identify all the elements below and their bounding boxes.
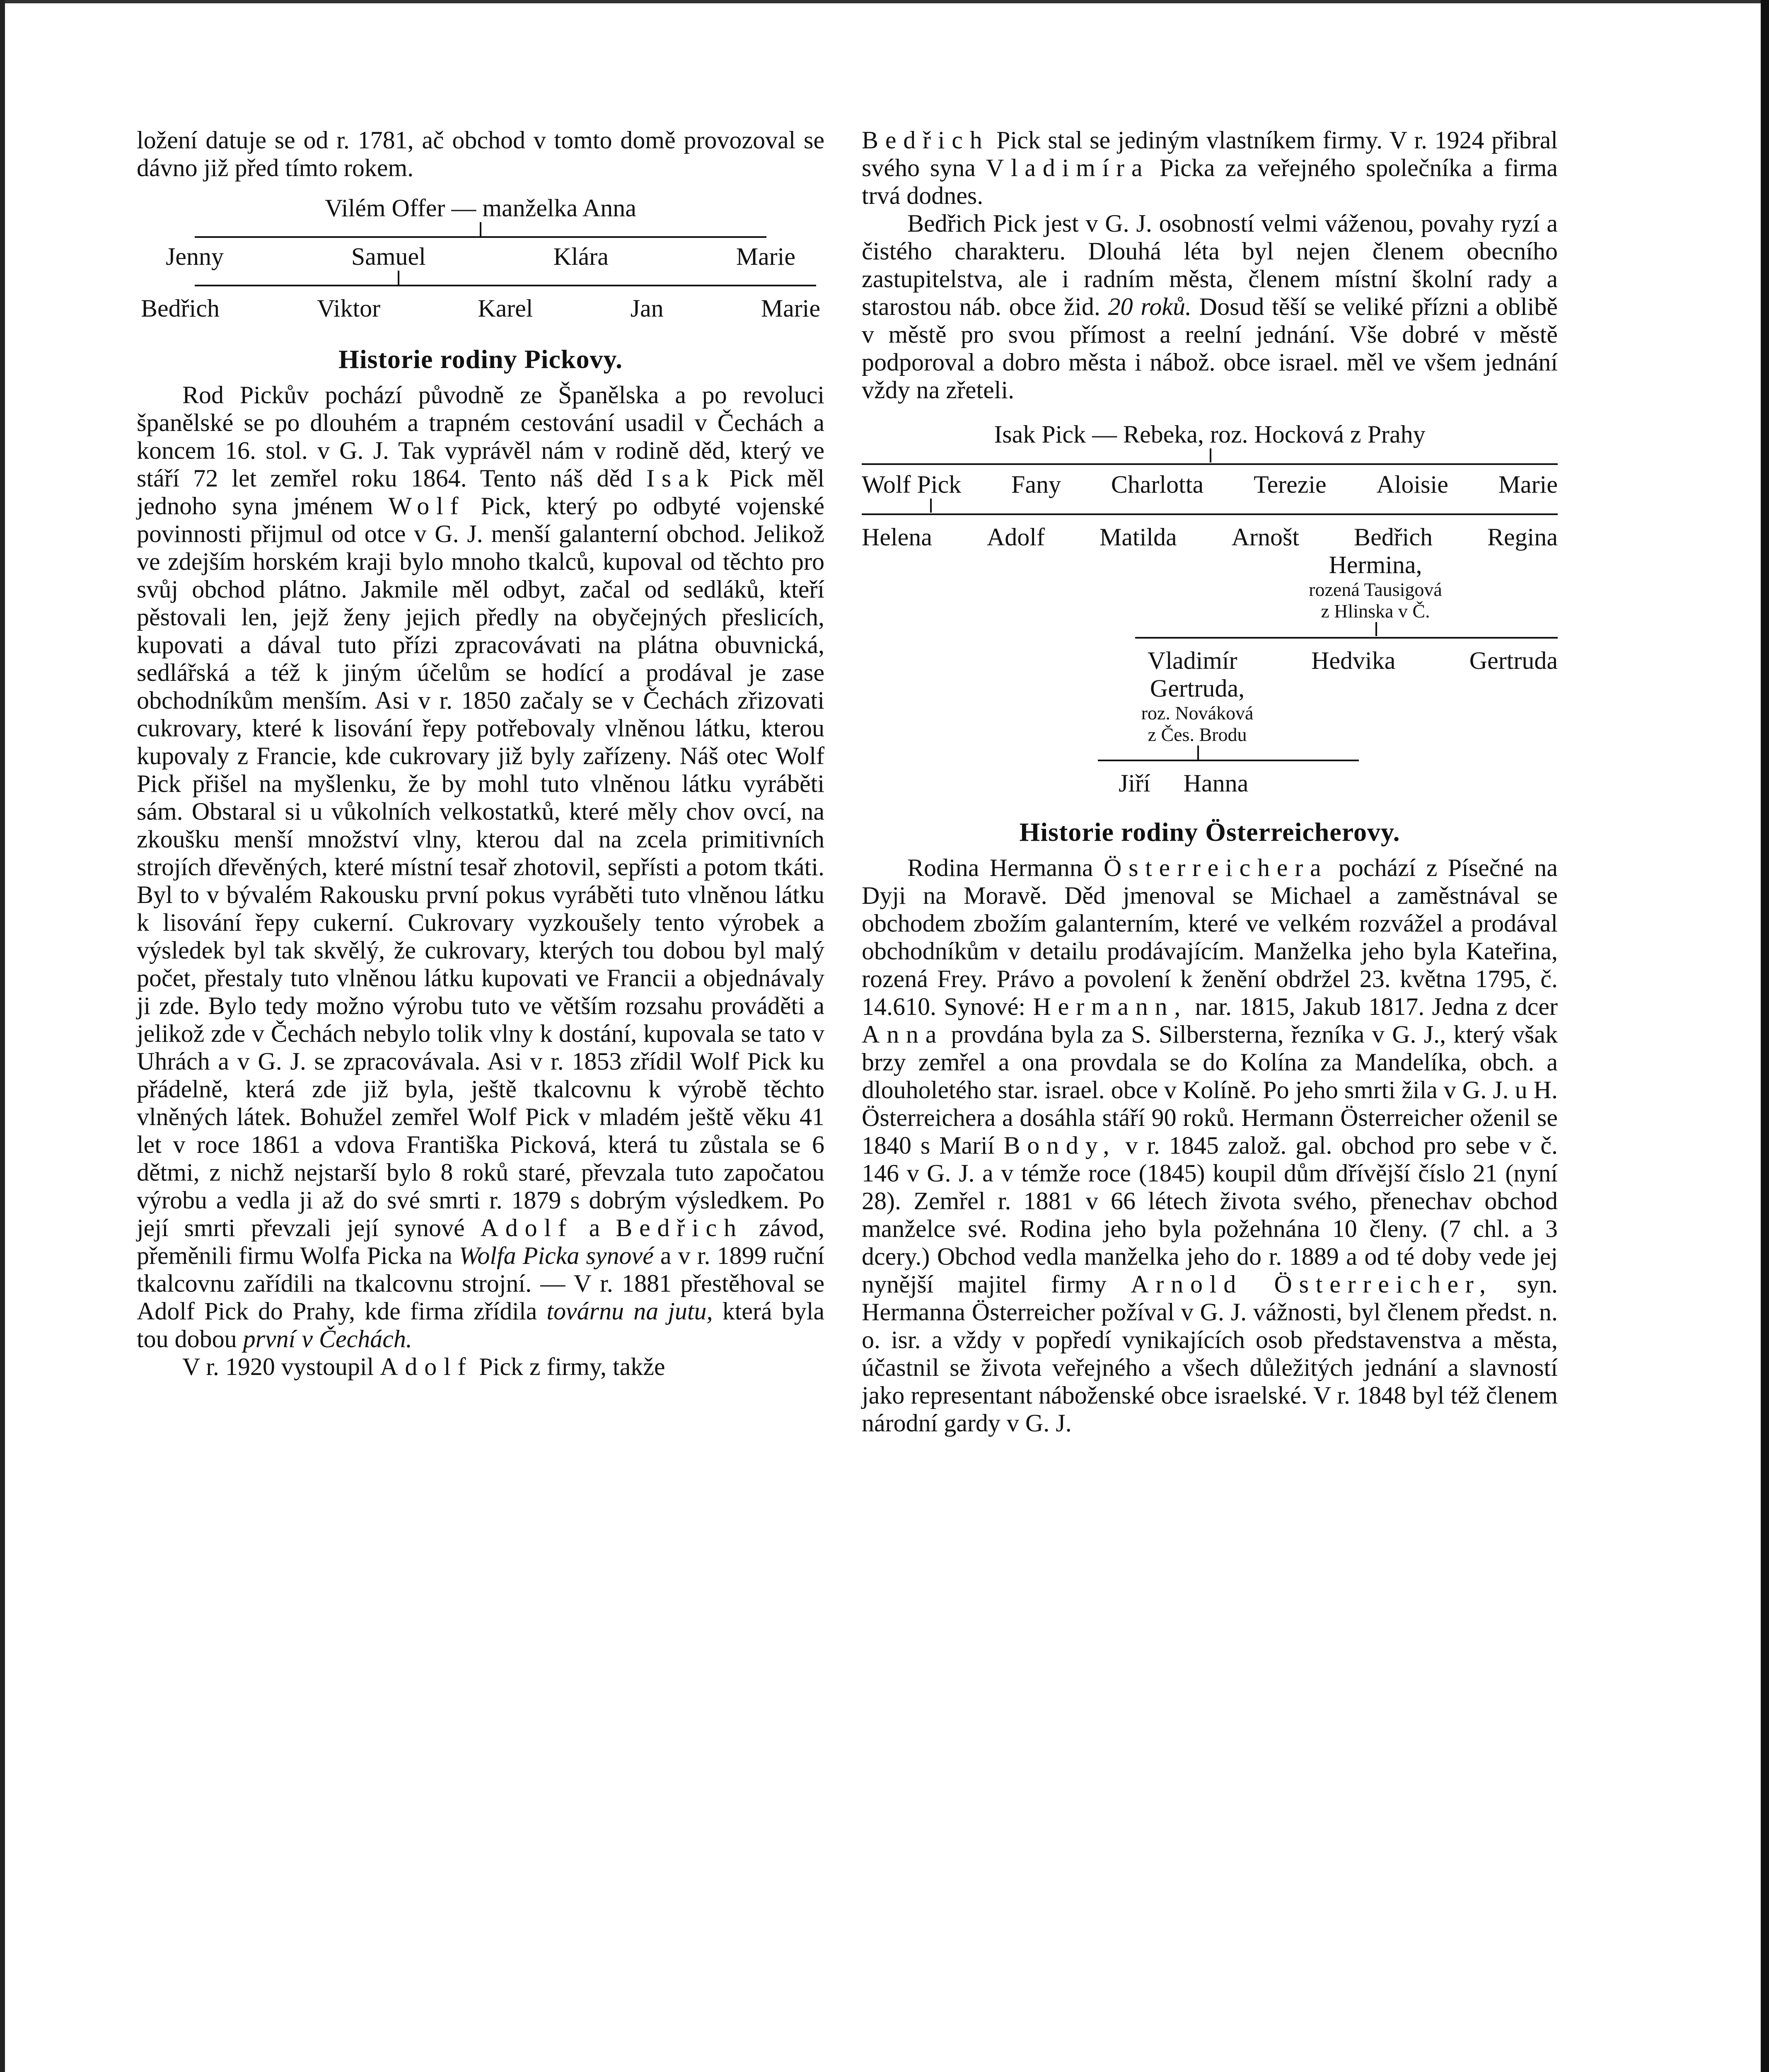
hermina-detail: rozená Tausigová: [1309, 579, 1442, 600]
text-run: Rodina Hermanna: [907, 854, 1093, 881]
pick-grandchild: Regina: [1487, 523, 1558, 551]
spaced-name: Adolf: [480, 1214, 573, 1242]
spaced-name: Isak: [646, 465, 716, 492]
pick-child: Fany: [1011, 471, 1061, 498]
pick-4th-child: Jiří: [1119, 770, 1150, 797]
offer-grandchild: Bedřich: [141, 295, 220, 322]
pick-grandchild: Bedřich: [1354, 523, 1433, 551]
spaced-name: Bedřich: [862, 126, 989, 154]
tree-line: [1098, 760, 1359, 761]
text-run: nar. 1815, Jakub 1817. Jedna z dcer: [1195, 993, 1558, 1020]
offer-child: Klára: [553, 243, 609, 270]
pick-great-grandchildren: [1148, 647, 1558, 675]
pick-child: Wolf Pick: [862, 471, 962, 498]
spaced-name: Wolf: [388, 492, 466, 520]
italic-run: 20 roků.: [1108, 293, 1192, 320]
gertruda-name: Gertruda,: [1150, 675, 1245, 702]
tree-connector: [1375, 622, 1377, 636]
gertruda-block: [1119, 675, 1276, 746]
tree-line: [862, 513, 1558, 515]
tree-line: [862, 463, 1558, 465]
offer-grandchild: Jan: [630, 295, 664, 322]
offer-grandchild: Viktor: [317, 295, 381, 322]
text-run: Bedřich Pick jest v G. J. osobností velmi váženou, povahy ryzí a čistého charakteru. Dlouhá léta byl nejen členem obecního zastupitelstva, ale i radním města, členem místní školní rady a starostou náb. obce žid.: [862, 210, 1558, 320]
offer-grandchild: Karel: [478, 295, 533, 322]
offer-family-tree: [137, 194, 824, 322]
continuation-paragraph: [862, 126, 1558, 210]
tree-connector: [480, 222, 481, 236]
tree-connector: [1197, 746, 1199, 760]
tree-line: [1135, 637, 1558, 639]
offer-parents-text: Vilém Offer — manželka Anna: [325, 194, 636, 222]
hermina-block: [1284, 551, 1467, 622]
pick-grandchild: Arnošt: [1231, 523, 1299, 551]
text-run: Picka za veřejného společníka a firma trvá dodnes.: [862, 154, 1558, 209]
italic-run: továrnu na jutu,: [546, 1297, 713, 1325]
spaced-name: Österreichera: [1103, 854, 1328, 881]
pick-grandchild: Matilda: [1099, 523, 1177, 551]
offer-grandchildren: [141, 295, 820, 322]
text-run: a v r. 1899 ruční tkalcovnu zařídili na tkalcovnu strojní. — V r. 1881 přestěhoval se Adolf Pick do Prahy, kde firma zřídila: [137, 1242, 825, 1325]
gertruda-detail: roz. Nováková: [1141, 702, 1254, 724]
tree-connector: [1210, 448, 1211, 462]
spaced-name: Arnold Österreicher,: [1131, 1271, 1493, 1298]
text-run: provdána byla za S. Silbersterna, řezníka v G. J., který však brzy zemřel a ona provdala se do Kolína za Mandelíka, obch. a dlouholetého star. israel. obce v Kolíně. Po jeho smrti žila v G. J. u H. Österreichera a dosáhla stáří 90 roků. Hermann Österreicher oženil se 1840 s Marií: [862, 1021, 1558, 1159]
spaced-name: Hermann,: [1033, 993, 1188, 1020]
text-run: a: [589, 1214, 600, 1242]
offer-children: [166, 243, 795, 271]
pick-child: Terezie: [1254, 471, 1327, 498]
pick-family-tree: [862, 421, 1558, 797]
text-run: v r. 1845 založ. gal. obchod pro sebe v č. 146 v G. J. a v témže roce (1845) koupil dům dřívější číslo 21 (nyní 28). Zemřel r. 1881 v 66 létech života svého, přenechav obchod manželce své. Rodina jeho byla požehnána 10 členy. (7 chl. a 3 dcery.) Obchod vedla manželka jeho do r. 1889 a od té doby vede jej nynější majitel firmy: [862, 1132, 1558, 1298]
pick-great-grandchild: Gertruda: [1469, 647, 1558, 674]
offer-child: Marie: [736, 243, 795, 270]
offer-child: Jenny: [166, 243, 224, 270]
tree-line: [195, 236, 766, 238]
right-column: [862, 126, 1558, 1437]
scan-edge-left: [0, 0, 5, 2072]
pick-child: Marie: [1498, 471, 1558, 498]
oesterreicher-paragraph: [862, 854, 1558, 1437]
pick-history-paragraph-end: [137, 1353, 824, 1381]
text-run: Pick, který po odbyté vojenské povinnosti přijmul od otce v G. J. menší galanterní obchod. Jelikož ve zdejším horském kraji bylo mnoho tkalců, kupoval od těchto pro svůj obchod plátno. Jakmile měl odbyt, začal od sedláků, kteří pěstovali len, jejž ženy jejich předly na obyčejných přeslicích, kupovati a dával tuto přízi zpracovávati na plátna obuvnická, sedlářská a též k jiným účelům se hodící a prodával je zase obchodníkům menším. Asi v r. 1850 začaly se v Čechách zřizovati cukrovary, které k lisování řepy potřebovaly vlněnou látku, kterou kupovaly z Francie, kde cukrovary již byly zařízeny. Náš otec Wolf Pick přišel na myšlenku, že by mohl tuto vlněnou látku vyráběti sám. Obstaral si u vůkolních velkostatků, které měly chov ovcí, na zkoušku menší množství vlny, kterou dal na zcela primitivních strojích dřevěných, které místní tesař zhotovil, sepřísti a potom tkáti. Byl to v bývalém Rakousku první pokus vyráběti tuto vlněnou látku k lisování řepy cukerní. Cukrovary vyzkoušely tento výrobek a výsledek byl tak skvělý, že cukrovary, kterých tou dobou byl malý počet, přestaly tuto vlněnou látku kupovati ve Francii a objednávaly ji zde. Bylo tedy možno výrobu tuto ve větším rozsahu prováděti a jelikož zde v Čechách nebylo tolik vlny k dostání, kupovala se tato v Uhrách a v G. J. se zpracovávala. Asi v r. 1853 zřídil Wolf Pick ku přádelně, která zde již byla, ještě tkalcovnu k výrobě těchto vlněných látek. Bohužel zemřel Wolf Pick v mladém ještě věku 41 let v roce 1861 a vdova Františka Picková, která tu zůstala se 6 dětmi, z nichž nejstarší bylo 8 roků staré, převzala tuto započatou výrobu a vedla ji až do své smrti r. 1879 s dobrým výsledkem. Po její smrti převzali její synové: [137, 492, 824, 1242]
spaced-name: Vladimíra: [986, 154, 1150, 182]
tree-line: [195, 285, 816, 286]
pick-grandchild: Helena: [862, 523, 932, 551]
left-column: [137, 126, 824, 1381]
text-run: Dosud těší se veliké přízni a oblibě v městě pro svou přímost a reelní jednání. Vše dobré v městě podporoval a dobro města i nábož. obce israel. měl ve všem jednání vždy na zřeteli.: [862, 293, 1558, 404]
pick-4th-child: Hanna: [1183, 770, 1249, 797]
pick-great-grandchild: Hedvika: [1311, 647, 1396, 674]
offer-grandchild: Marie: [761, 295, 820, 322]
scan-edge-top: [0, 0, 1769, 3]
pick-children: [862, 471, 1558, 499]
text-run: závod, přeměnili firmu Wolfa Picka na: [137, 1214, 824, 1269]
spaced-name: Adolf: [380, 1353, 473, 1380]
text-run: která byla tou dobou: [137, 1297, 825, 1353]
bedrich-paragraph: [862, 210, 1558, 404]
italic-run: první v Čechách.: [243, 1325, 412, 1353]
oesterreicher-history-heading: Historie rodiny Österreicherovy.: [1019, 817, 1400, 847]
pick-child: Aloisie: [1376, 471, 1448, 498]
pick-great-grandchild: Vladimír: [1148, 647, 1237, 674]
spaced-name: Bedřich: [616, 1214, 743, 1242]
text-run: syn. Hermanna Österreicher požíval v G. J. vážnosti, byl členem předst. n. o. isr. a vždy v popředí vynikajících osob představenstva a města, účastnil se života veřejného a všech důležitých jednání a slavností jako representant náboženské obce israelské. V r. 1848 byl též členem národní gardy v G. J.: [862, 1271, 1558, 1437]
pick-history-heading: Historie rodiny Pickovy.: [338, 344, 623, 374]
pick-parents: [862, 421, 1558, 448]
text-run: pochází z Písečné na Dyji na Moravě. Děd jmenoval se Michael a zaměstnával se obchodem zbožím galanterním, které ve velkém rozvážel a prodával obchodníkům v detailu prodávajícím. Manželka jeho byla Kateřina, rozená Frey. Právo a povolení k ženění obdržel 23. května 1795, č. 14.610. Synové:: [862, 854, 1558, 1020]
hermina-detail: z Hlinska v Č.: [1321, 600, 1430, 622]
pick-grandchild: Adolf: [986, 523, 1045, 551]
text-run: Rod Pickův pochází původně ze Španělska a po revoluci španělské se po dlouhém a trapném cestování usadil v Čechách a koncem 16. stol. v G. J. Tak vyprávěl nám v rodině děd, který ve stáří 72 let zemřel roku 1864. Tento náš děd: [137, 381, 824, 492]
text-run: Pick měl jednoho syna jménem: [137, 465, 825, 520]
pick-grandchildren: [862, 523, 1558, 551]
offer-child: Samuel: [351, 243, 426, 270]
tree-connector: [930, 499, 932, 513]
italic-run: Wolfa Picka synové: [459, 1242, 654, 1269]
pick-4th-generation: [1119, 770, 1558, 797]
pick-history-paragraph: [137, 381, 824, 1353]
spaced-name: Bondy,: [1003, 1132, 1116, 1159]
hermina-name: Hermina,: [1329, 551, 1422, 579]
pick-child: Charlotta: [1111, 471, 1204, 498]
text-run: Pick stal se jediným vlastníkem firmy. V r. 1924 přibral svého syna: [862, 126, 1558, 182]
intro-paragraph: ložení datuje se od r. 1781, ač obchod v tomto domě provozoval se dávno již před tímto rokem.: [137, 126, 824, 182]
text-run: Pick z firmy, takže: [479, 1353, 665, 1380]
tree-connector: [398, 271, 399, 285]
gertruda-detail: z Čes. Brodu: [1148, 724, 1247, 745]
offer-parents: [137, 194, 824, 222]
scan-edge-right: [1761, 0, 1769, 2072]
text-run: V r. 1920 vystoupil: [182, 1353, 374, 1380]
pick-parents-text: Isak Pick — Rebeka, roz. Hocková z Prahy: [994, 421, 1426, 448]
spaced-name: Anna: [862, 1021, 944, 1048]
